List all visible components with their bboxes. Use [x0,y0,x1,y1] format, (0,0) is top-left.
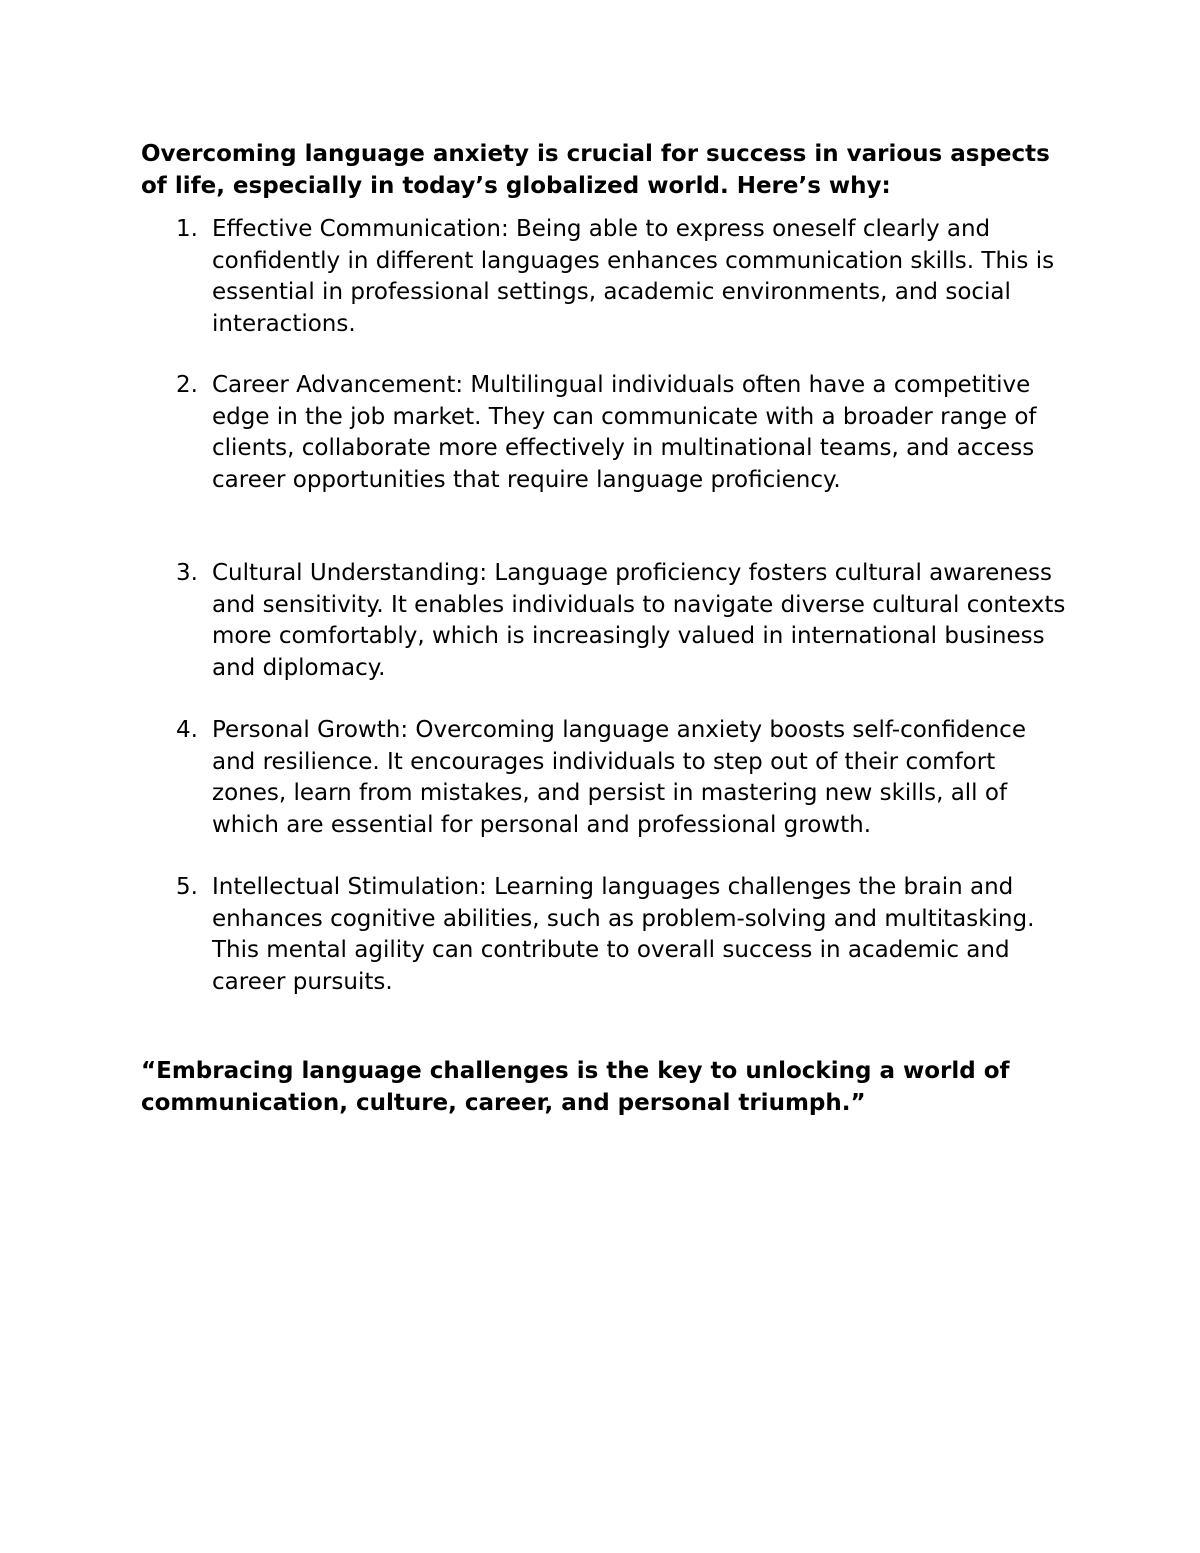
list-item-number: 3. [176,560,198,586]
list-item-number: 2. [176,372,198,398]
list-item-text: Career Advancement: Multilingual individuals often have a competitive edge in the job market. They can communicate with a broader range of clients, collaborate more effectively in multinational teams, and access career opportunities that require language proficiency. [212,372,1037,493]
list-item-text: Intellectual Stimulation: Learning languages challenges the brain and enhances cognitive abilities, such as problem-solving and multitasking. This mental agility can contribute to overall success in academic and career pursuits. [212,874,1035,995]
list-item-number: 5. [176,874,198,900]
closing-quote: “Embracing language challenges is the key to unlocking a world of communication, culture, career, and personal triumph.” [141,1058,1010,1116]
list-item-number: 1. [176,216,198,242]
intro-paragraph: Overcoming language anxiety is crucial for success in various aspects of life, especially in today’s globalized world. Here’s why: [141,141,1050,199]
list-item [141,558,1071,684]
reasons-list [141,214,1071,998]
list-item-text: Effective Communication: Being able to express oneself clearly and confidently in different languages enhances communication skills. This is essential in professional settings, academic environments, and social interactions. [212,216,1055,337]
list-item-number: 4. [176,717,198,743]
document-page [141,138,1071,1119]
list-item-text: Cultural Understanding: Language proficiency fosters cultural awareness and sensitivity. It enables individuals to navigate diverse cultural contexts more comfortably, which is increasingly valued in international business and diplomacy. [212,560,1066,681]
list-item [141,715,1071,841]
list-item [141,872,1071,998]
list-item [141,370,1071,496]
list-item [141,214,1071,340]
list-item-text: Personal Growth: Overcoming language anxiety boosts self-confidence and resilience. It encourages individuals to step out of their comfort zones, learn from mistakes, and persist in mastering new skills, all of which are essential for personal and professional growth. [212,717,1026,838]
